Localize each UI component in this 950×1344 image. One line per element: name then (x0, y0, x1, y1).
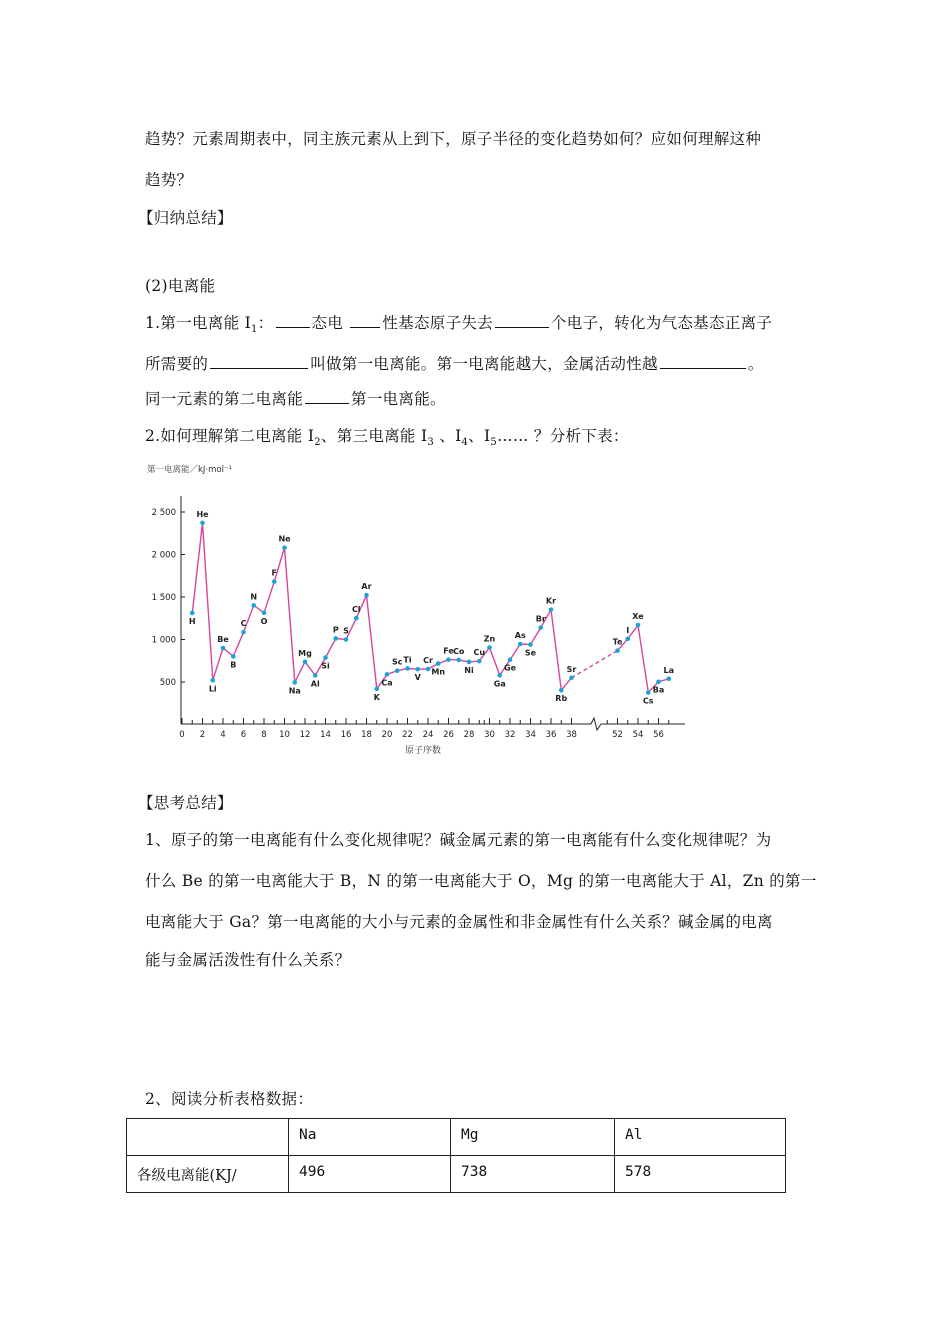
table-row (127, 1119, 786, 1156)
data-label: Ga (493, 679, 506, 689)
y-tick-label: 1 000 (151, 635, 176, 646)
data-label: S (343, 626, 349, 636)
data-point (467, 660, 472, 665)
q1-line2c: 。 (747, 355, 764, 373)
x-tick-label: 14 (320, 730, 331, 740)
table-cell: 各级电离能(KJ/ (127, 1156, 289, 1193)
x-tick-label: 22 (402, 730, 413, 740)
data-point (303, 659, 308, 664)
data-point (446, 657, 451, 662)
series-line-gap (572, 651, 618, 678)
data-label: P (332, 625, 339, 635)
x-tick-label: 52 (612, 730, 623, 740)
data-point (405, 666, 410, 671)
data-point (190, 611, 195, 616)
q2-d: 、I (468, 427, 491, 445)
data-label: Cu (473, 648, 486, 658)
data-label: Ca (381, 678, 393, 688)
data-label: F (271, 568, 277, 578)
data-point (323, 655, 328, 660)
data-label: Ba (652, 685, 665, 695)
data-point (518, 642, 523, 647)
data-point (508, 657, 513, 662)
table-cell (127, 1119, 289, 1156)
data-label: Al (310, 679, 320, 689)
reflect-1-line-1: 1、原子的第一电离能有什么变化规律呢？碱金属元素的第一电离能有什么变化规律呢？为 (145, 831, 772, 849)
data-label: Zn (483, 634, 496, 644)
q2-s3: 3 (427, 437, 435, 449)
data-label: O (260, 616, 268, 626)
blank-charge[interactable] (350, 313, 380, 328)
data-point (354, 616, 359, 621)
q1-line2b: 叫做第一电离能。第一电离能越大，金属活动性越 (310, 355, 658, 373)
q2-c: 、I (434, 427, 462, 445)
data-label: Ni (464, 665, 474, 675)
data-point (395, 668, 400, 673)
data-point (313, 673, 318, 678)
blank-activity[interactable] (660, 354, 746, 369)
q1-line3b: 第一电离能。 (351, 390, 446, 408)
x-tick-label: 0 (179, 730, 185, 740)
y-tick-label: 500 (159, 678, 176, 688)
x-tick-label: 30 (484, 730, 495, 740)
reflect-1-line-2: 什么 Be 的第一电离能大于 B，N 的第一电离能大于 O，Mg 的第一电离能大于 Al，Zn 的第一 (145, 872, 817, 890)
data-point (538, 625, 543, 630)
blank-count[interactable] (495, 313, 549, 328)
x-tick-label: 56 (653, 730, 664, 740)
series-line-period-5-6 (618, 625, 669, 692)
x-tick-label: 16 (340, 730, 352, 740)
data-label: Ge (504, 663, 516, 673)
data-point (251, 603, 256, 608)
q1-line2a: 所需要的 (145, 355, 209, 373)
data-label: Xe (632, 612, 644, 622)
data-label: Ti (403, 655, 412, 665)
section-title-ionization: (2)电离能 (145, 277, 216, 295)
question-1-line-3 (145, 387, 446, 409)
data-point (528, 642, 533, 647)
x-tick-label: 20 (381, 730, 393, 740)
table-row (127, 1156, 786, 1193)
data-label: Sc (391, 657, 403, 667)
data-point (636, 623, 641, 628)
data-label: La (663, 665, 674, 675)
x-tick-label: 24 (422, 730, 434, 740)
table-cell: 578 (615, 1156, 786, 1193)
data-label: Ar (361, 582, 372, 592)
data-label: Rb (555, 694, 568, 704)
data-point (456, 658, 461, 663)
blank-state[interactable] (276, 313, 310, 328)
data-label: As (514, 631, 526, 641)
y-tick-label: 2 500 (151, 508, 176, 518)
reflect-2-line: 2、阅读分析表格数据： (145, 1090, 314, 1108)
blank-energy[interactable] (210, 354, 308, 369)
data-label: Te (612, 637, 623, 647)
data-label: B (230, 660, 237, 670)
axis-break-mark (591, 718, 601, 730)
data-point (262, 611, 267, 616)
question-1-line-2 (145, 352, 764, 374)
data-label: Cl (351, 605, 361, 615)
data-label: Ne (278, 534, 291, 544)
data-point (625, 637, 630, 642)
data-label: Cr (423, 655, 433, 665)
table-cell: Al (615, 1119, 786, 1156)
q1-t1: 态电 (311, 314, 349, 332)
q1-line3a: 同一元素的第二电离能 (145, 390, 304, 408)
table-cell: Mg (451, 1119, 615, 1156)
data-point (426, 667, 431, 672)
table-cell: 496 (289, 1156, 451, 1193)
blank-compare[interactable] (305, 389, 349, 404)
data-point (559, 688, 564, 693)
table-cell: 738 (451, 1156, 615, 1193)
data-point (200, 521, 205, 526)
data-point (487, 645, 492, 650)
reflect-1-line-4: 能与金属活泼性有什么关系？ (145, 951, 351, 969)
data-point (477, 659, 482, 664)
x-tick-label: 6 (240, 730, 247, 740)
y-tick-label: 1 500 (151, 593, 176, 603)
question-1-line-1 (145, 311, 772, 335)
x-tick-label: 4 (220, 730, 226, 740)
data-label: N (250, 592, 258, 602)
intro-line-2: 趋势？ (145, 171, 193, 189)
data-point (415, 667, 420, 672)
y-tick-label: 2 000 (151, 550, 176, 561)
data-point (656, 679, 661, 684)
x-tick-label: 54 (632, 730, 644, 740)
data-label: Kr (545, 596, 557, 606)
q2-e: …… ？分析下表： (497, 427, 629, 445)
x-axis-label: 原子序数 (404, 746, 442, 756)
data-point (364, 593, 369, 598)
data-label: Si (321, 661, 330, 671)
intro-line-1: 趋势？元素周期表中，同主族元素从上到下，原子半径的变化趋势如何？应如何理解这种 (145, 130, 762, 148)
data-label: Se (524, 648, 537, 658)
data-label: Co (453, 646, 465, 656)
q2-s5: 5 (490, 437, 498, 449)
reflect-1-line-3: 电离能大于 Ga？第一电离能的大小与元素的金属性和非金属性有什么关系？碱金属的电离 (145, 913, 773, 931)
x-tick-label: 12 (299, 730, 311, 740)
data-label: Li (208, 684, 217, 694)
data-label: K (373, 692, 380, 702)
data-point (231, 654, 236, 659)
data-point (210, 678, 215, 683)
ionization-energy-chart (145, 458, 695, 758)
q2-s4: 4 (461, 437, 469, 449)
data-point (374, 687, 379, 692)
data-label: Mn (431, 667, 446, 677)
x-tick-label: 2 (199, 730, 206, 740)
x-tick-label: 38 (566, 730, 577, 740)
data-point (497, 673, 502, 678)
data-point (282, 545, 287, 550)
summary-heading: 【归纳总结】 (138, 209, 233, 227)
data-point (292, 680, 297, 685)
data-point (333, 636, 338, 641)
x-tick-label: 18 (361, 730, 372, 740)
data-label: H (188, 616, 196, 626)
data-label: Na (288, 686, 301, 696)
x-tick-label: 28 (463, 730, 475, 740)
q1-prefix: 1.第一电离能 I (145, 314, 252, 332)
x-tick-label: 26 (443, 730, 454, 740)
table-cell: Na (289, 1119, 451, 1156)
data-point (666, 676, 671, 681)
data-label: Cs (642, 696, 654, 706)
data-point (221, 646, 226, 651)
data-point (569, 675, 574, 680)
data-label: Fe (443, 646, 454, 656)
q1-sub: 1 (251, 324, 258, 336)
x-tick-label: 32 (504, 730, 516, 740)
q2-a: 2.如何理解第二电离能 I (145, 427, 315, 445)
x-tick-label: 10 (279, 730, 290, 740)
q2-s2: 2 (314, 437, 321, 449)
data-point (272, 579, 277, 584)
data-point (436, 661, 441, 666)
data-point (646, 690, 651, 695)
data-point (344, 637, 349, 642)
data-label: C (240, 619, 247, 629)
data-point (549, 607, 554, 612)
x-tick-label: 34 (525, 730, 536, 740)
data-label: Mg (298, 648, 312, 658)
q2-b: 、第三电离能 I (320, 427, 428, 445)
data-label: I (626, 625, 630, 635)
data-point (615, 648, 620, 653)
data-label: V (414, 673, 421, 683)
q1-t2: 性基态原子失去 (382, 314, 493, 332)
question-2-line (145, 424, 629, 448)
y-axis-label: 第一电离能／kJ·mol⁻¹ (147, 465, 232, 475)
x-tick-label: 8 (261, 730, 267, 740)
q1-t3: 个电子，转化为气态基态正离子 (550, 314, 773, 332)
data-label: He (196, 509, 209, 519)
q1-colon: ： (257, 314, 274, 332)
data-label: Br (535, 614, 546, 624)
data-label: Sr (566, 664, 577, 674)
ionization-table (126, 1118, 786, 1193)
data-point (385, 672, 390, 677)
x-tick-label: 36 (545, 730, 557, 740)
data-label: Be (217, 635, 229, 644)
reflect-heading: 【思考总结】 (138, 794, 233, 812)
data-point (241, 630, 246, 635)
